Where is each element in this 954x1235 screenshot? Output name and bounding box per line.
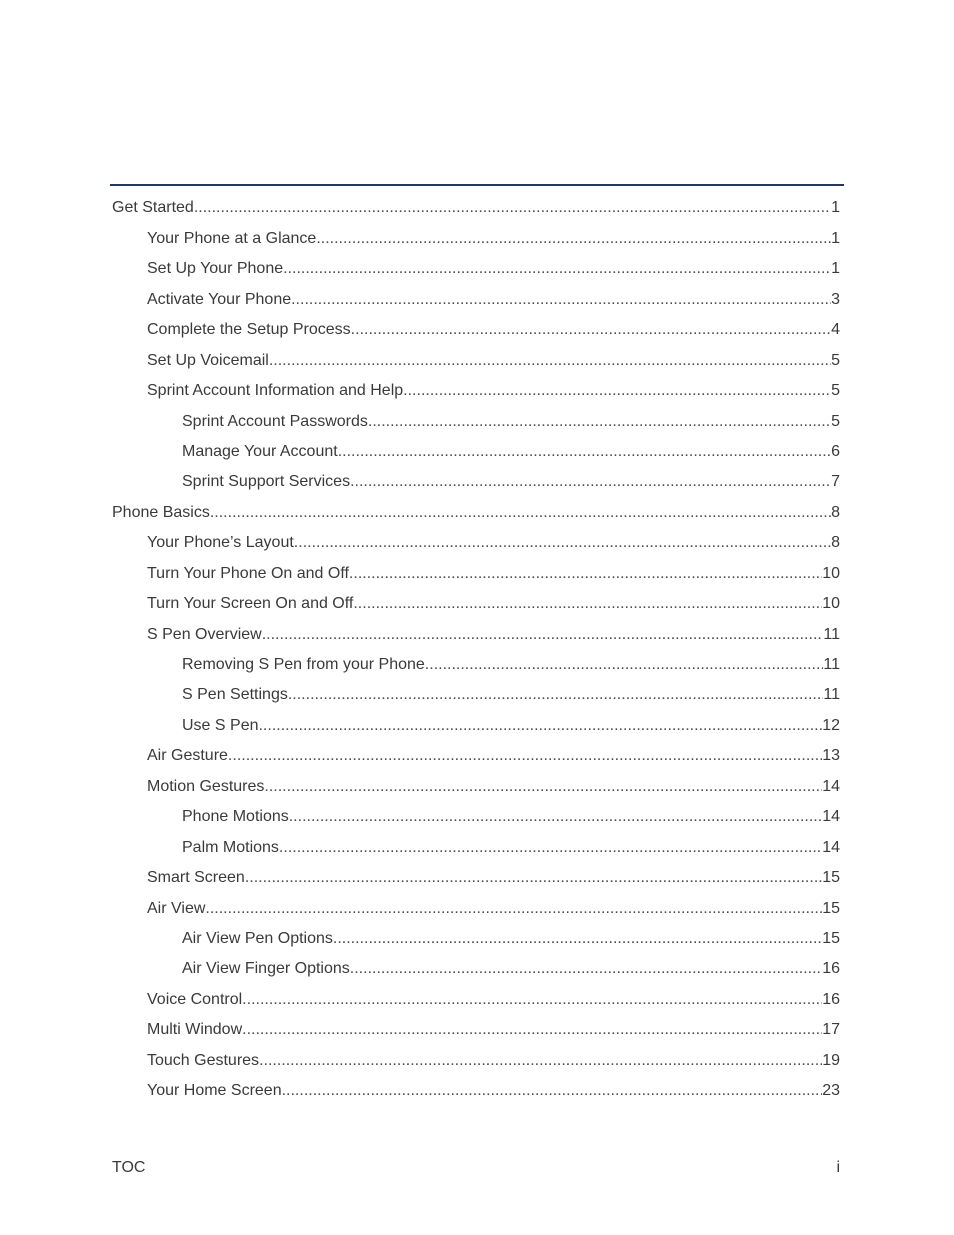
toc-entry-title: Sprint Support Services bbox=[182, 473, 351, 491]
toc-entry-page-number: 15 bbox=[822, 869, 840, 887]
toc-dot-leader bbox=[194, 200, 831, 220]
toc-dot-leader bbox=[228, 748, 822, 768]
footer-page-number: i bbox=[836, 1159, 840, 1176]
toc-entry-page-number: 4 bbox=[831, 321, 840, 339]
toc-entry[interactable] bbox=[0, 464, 954, 494]
toc-entry-title: Your Home Screen bbox=[147, 1082, 282, 1100]
toc-dot-leader bbox=[294, 535, 831, 555]
toc-entry-title: Sprint Account Information and Help bbox=[147, 382, 404, 400]
toc-dot-leader bbox=[242, 992, 822, 1012]
toc-dot-leader bbox=[205, 901, 822, 921]
toc-entry-page-number: 14 bbox=[822, 808, 840, 826]
toc-entry[interactable] bbox=[0, 312, 954, 342]
toc-dot-leader bbox=[210, 505, 831, 525]
toc-entry[interactable] bbox=[0, 403, 954, 433]
toc-entry-page-number: 10 bbox=[822, 595, 840, 613]
toc-entry-page-number: 6 bbox=[831, 442, 840, 460]
toc-entry-page-number: 10 bbox=[822, 564, 840, 582]
toc-dot-leader bbox=[353, 596, 822, 616]
toc-entry-title: Phone Basics bbox=[112, 503, 210, 521]
toc-dot-leader bbox=[279, 840, 822, 860]
toc-entry-page-number: 15 bbox=[822, 899, 840, 917]
toc-dot-leader bbox=[258, 718, 822, 738]
toc-entry-title: Air View Pen Options bbox=[182, 929, 333, 947]
toc-entry-title: S Pen Settings bbox=[182, 686, 288, 704]
toc-entry-page-number: 15 bbox=[822, 929, 840, 947]
toc-entry-title: Motion Gestures bbox=[147, 777, 265, 795]
toc-entry-page-number: 16 bbox=[822, 990, 840, 1008]
toc-entry[interactable] bbox=[0, 281, 954, 311]
toc-entry[interactable] bbox=[0, 799, 954, 829]
toc-dot-leader bbox=[259, 1053, 822, 1073]
toc-entry-page-number: 16 bbox=[822, 960, 840, 978]
toc-entry-title: Air View Finger Options bbox=[182, 960, 350, 978]
toc-entry[interactable] bbox=[0, 586, 954, 616]
toc-entry-title: Set Up Voicemail bbox=[147, 351, 269, 369]
toc-entry[interactable] bbox=[0, 616, 954, 646]
toc-entry-title: Multi Window bbox=[147, 1021, 243, 1039]
toc-entry-title: Air Gesture bbox=[147, 747, 228, 765]
toc-entry-page-number: 17 bbox=[822, 1021, 840, 1039]
toc-dot-leader bbox=[269, 353, 831, 373]
toc-entry[interactable] bbox=[0, 190, 954, 220]
toc-dot-leader bbox=[316, 231, 831, 251]
toc-entry[interactable] bbox=[0, 951, 954, 981]
toc-entry[interactable] bbox=[0, 707, 954, 737]
toc-entry-title: Turn Your Screen On and Off bbox=[147, 595, 354, 613]
toc-entry-page-number: 23 bbox=[822, 1082, 840, 1100]
toc-dot-leader bbox=[350, 474, 831, 494]
header-rule bbox=[110, 184, 844, 186]
toc-dot-leader bbox=[283, 261, 831, 281]
toc-entry[interactable] bbox=[0, 829, 954, 859]
toc-entry[interactable] bbox=[0, 860, 954, 890]
toc-entry-page-number: 19 bbox=[822, 1051, 840, 1069]
toc-entry-title: Set Up Your Phone bbox=[147, 260, 284, 278]
toc-entry-title: Use S Pen bbox=[182, 716, 259, 734]
toc-entry-title: Removing S Pen from your Phone bbox=[182, 656, 425, 673]
toc-entry-title: Phone Motions bbox=[182, 808, 289, 826]
toc-entry-page-number: 11 bbox=[823, 656, 840, 673]
toc-entry-title: Touch Gestures bbox=[147, 1051, 260, 1069]
footer-section-label: TOC bbox=[112, 1159, 146, 1176]
toc-entry-title: Voice Control bbox=[147, 990, 243, 1008]
toc-entry-title: Complete the Setup Process bbox=[147, 321, 351, 339]
toc-entry-page-number: 5 bbox=[831, 382, 840, 400]
toc-dot-leader bbox=[333, 931, 822, 951]
toc-entry-title: Sprint Account Passwords bbox=[182, 412, 368, 430]
toc-entry-page-number: 7 bbox=[831, 473, 840, 491]
toc-entry-page-number: 1 bbox=[831, 199, 840, 217]
toc-entry[interactable] bbox=[0, 768, 954, 798]
toc-entry-page-number: 3 bbox=[831, 290, 840, 308]
toc-entry[interactable] bbox=[0, 373, 954, 403]
toc-entry-title: Activate Your Phone bbox=[147, 290, 292, 308]
toc-dot-leader bbox=[242, 1022, 822, 1042]
toc-dot-leader bbox=[425, 657, 824, 677]
toc-entry-title: Turn Your Phone On and Off bbox=[147, 564, 349, 582]
toc-dot-leader bbox=[291, 292, 831, 312]
toc-dot-leader bbox=[403, 383, 831, 403]
toc-dot-leader bbox=[245, 870, 822, 890]
toc-entry[interactable] bbox=[0, 494, 954, 524]
toc-entry[interactable] bbox=[0, 555, 954, 585]
table-of-contents bbox=[0, 190, 954, 1103]
toc-dot-leader bbox=[264, 779, 822, 799]
toc-entry[interactable] bbox=[0, 1012, 954, 1042]
toc-entry-page-number: 8 bbox=[831, 503, 840, 521]
toc-entry[interactable] bbox=[0, 738, 954, 768]
toc-entry-page-number: 5 bbox=[831, 412, 840, 430]
toc-entry[interactable] bbox=[0, 525, 954, 555]
toc-entry[interactable] bbox=[0, 342, 954, 372]
toc-entry-title: S Pen Overview bbox=[147, 625, 262, 643]
toc-entry-title: Get Started bbox=[112, 199, 194, 217]
toc-dot-leader bbox=[288, 687, 824, 707]
toc-entry[interactable] bbox=[0, 251, 954, 281]
toc-dot-leader bbox=[338, 444, 831, 464]
toc-dot-leader bbox=[350, 961, 822, 981]
toc-entry-page-number: 13 bbox=[822, 747, 840, 765]
toc-entry-page-number: 8 bbox=[831, 534, 840, 552]
toc-entry[interactable] bbox=[0, 647, 954, 677]
toc-entry-page-number: 11 bbox=[823, 625, 840, 643]
toc-entry[interactable] bbox=[0, 1073, 954, 1103]
toc-entry[interactable] bbox=[0, 677, 954, 707]
toc-entry-title: Smart Screen bbox=[147, 869, 245, 887]
toc-entry[interactable] bbox=[0, 220, 954, 250]
toc-entry-page-number: 1 bbox=[831, 229, 840, 247]
toc-entry-page-number: 14 bbox=[822, 838, 840, 856]
toc-dot-leader bbox=[349, 566, 822, 586]
toc-entry[interactable] bbox=[0, 1042, 954, 1072]
toc-entry[interactable] bbox=[0, 434, 954, 464]
toc-dot-leader bbox=[289, 809, 822, 829]
toc-entry-page-number: 5 bbox=[831, 351, 840, 369]
toc-entry-page-number: 12 bbox=[822, 716, 840, 734]
toc-dot-leader bbox=[282, 1083, 823, 1103]
toc-entry[interactable] bbox=[0, 981, 954, 1011]
toc-dot-leader bbox=[351, 322, 831, 342]
toc-entry-page-number: 14 bbox=[822, 777, 840, 795]
toc-entry-title: Your Phone’s Layout bbox=[147, 534, 294, 552]
toc-entry-page-number: 1 bbox=[831, 260, 840, 278]
toc-dot-leader bbox=[368, 414, 831, 434]
toc-entry[interactable] bbox=[0, 890, 954, 920]
toc-entry[interactable] bbox=[0, 921, 954, 951]
toc-entry-page-number: 11 bbox=[823, 686, 840, 704]
toc-dot-leader bbox=[262, 627, 824, 647]
toc-entry-title: Your Phone at a Glance bbox=[147, 229, 317, 247]
toc-entry-title: Palm Motions bbox=[182, 838, 279, 856]
toc-entry-title: Air View bbox=[147, 899, 206, 917]
toc-entry-title: Manage Your Account bbox=[182, 442, 338, 460]
